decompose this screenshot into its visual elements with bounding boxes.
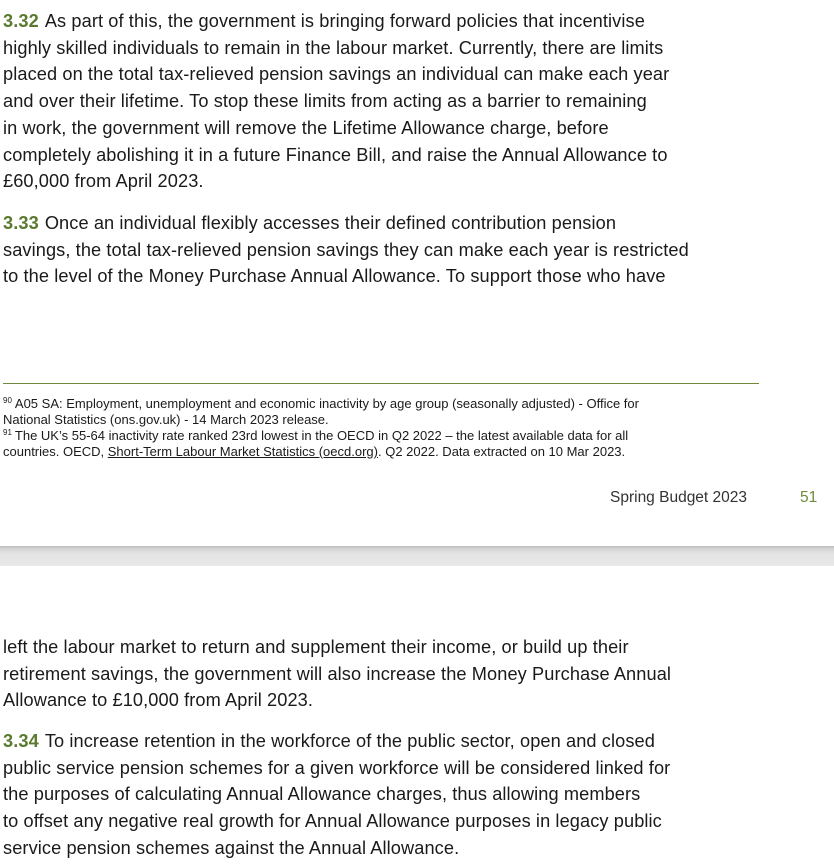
paragraph-3-34 (3, 728, 803, 862)
footnote-text: . Q2 2022. Data extracted on 10 Mar 2023. (377, 444, 626, 459)
paragraph-line: highly skilled individuals to remain in the labour market. Currently, there are limits (3, 37, 664, 58)
footnote-91 (3, 425, 763, 460)
footnote-divider (3, 383, 759, 384)
paragraph-line: service pension schemes against the Annual Allowance. (3, 837, 460, 858)
paragraph-line: and over their lifetime. To stop these limits from acting as a barrier to remaining (3, 91, 647, 112)
paragraph-line: public service pension schemes for a given workforce will be considered linked for (3, 757, 671, 778)
paragraph-3-33 (3, 210, 803, 290)
paragraph-line: To increase retention in the workforce of the public sector, open and closed (44, 731, 655, 751)
paragraph-line: retirement savings, the government will also increase the Money Purchase Annual (3, 663, 672, 684)
footnote-text: countries. OECD, (3, 444, 108, 459)
footnote-marker: 91 (3, 428, 12, 437)
document-page-52 (0, 566, 834, 868)
page-separator (0, 546, 834, 566)
footnote-text: National Statistics (ons.gov.uk) - 14 March 2023 release. (3, 412, 329, 427)
paragraph-line: to offset any negative real growth for Annual Allowance purposes in legacy public (3, 811, 662, 832)
paragraph-number: 3.32 (3, 11, 39, 31)
paragraph-line: left the labour market to return and supplement their income, or build up their (3, 637, 629, 657)
paragraph-line: placed on the total tax-relieved pension savings an individual can make each year (3, 64, 670, 85)
paragraph-line: As part of this, the government is bringing forward policies that incentivise (44, 11, 645, 31)
paragraph-3-32 (3, 8, 803, 195)
footer-page-number: 51 (800, 489, 818, 506)
paragraph-line: in work, the government will remove the Lifetime Allowance charge, before (3, 117, 609, 138)
footnote-marker: 90 (3, 396, 12, 405)
paragraph-3-33-continued (3, 634, 803, 714)
paragraph-line: to the level of the Money Purchase Annual Allowance. To support those who have (3, 266, 666, 287)
paragraph-number: 3.33 (3, 213, 39, 233)
paragraph-line: Allowance to £10,000 from April 2023. (3, 690, 314, 711)
paragraph-line: £60,000 from April 2023. (3, 171, 204, 192)
paragraph-number: 3.34 (3, 731, 39, 751)
paragraph-line: completely abolishing it in a future Finance Bill, and raise the Annual Allowance to (3, 144, 668, 165)
footnote-text: A05 SA: Employment, unemployment and economic inactivity by age group (seasonally adjusted) - Office for (14, 396, 639, 411)
oecd-statistics-link[interactable]: Short-Term Labour Market Statistics (oecd.org) (107, 444, 378, 459)
paragraph-line: savings, the total tax-relieved pension savings they can make each year is restricted (3, 239, 689, 260)
footnote-90 (3, 393, 763, 428)
paragraph-line: Once an individual flexibly accesses their defined contribution pension (44, 213, 617, 233)
footnote-text: The UK’s 55-64 inactivity rate ranked 23rd lowest in the OECD in Q2 2022 – the latest available data for all (14, 428, 629, 443)
paragraph-line: the purposes of calculating Annual Allowance charges, thus allowing members (3, 784, 641, 805)
footer-document-title: Spring Budget 2023 (610, 489, 748, 506)
